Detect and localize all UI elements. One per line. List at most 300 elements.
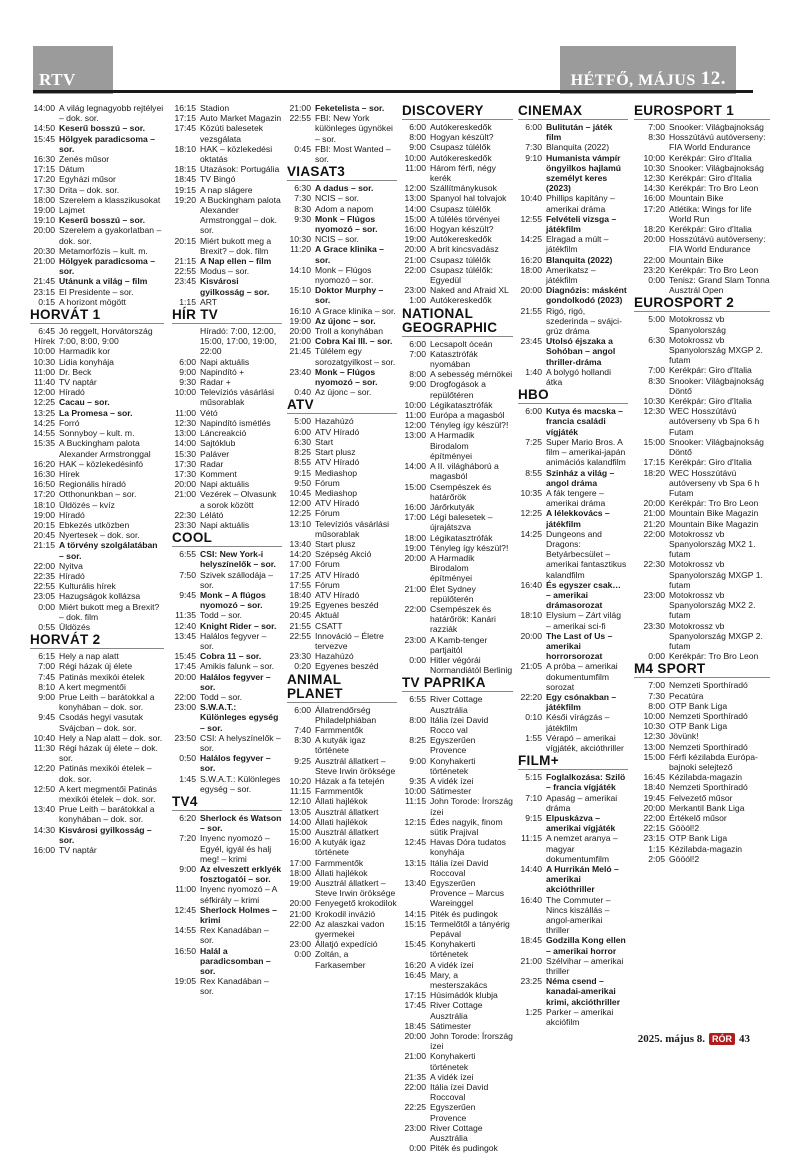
- program-time: 12:50: [33, 783, 55, 794]
- program-time: 0:20: [294, 661, 311, 672]
- program-title: Híradó: 7:00, 12:00, 15:00, 17:00, 19:00, 22:00: [200, 326, 277, 357]
- program-title: Hely a Nap alatt – dok. sor.: [59, 732, 163, 743]
- program-title: Bulitután – játék film: [546, 122, 613, 143]
- program-row: [402, 142, 513, 152]
- program-time: 15:00: [643, 436, 665, 447]
- program-time: 21:00: [404, 254, 426, 265]
- program-title: A Harmadik Birodalom építményei: [430, 430, 475, 461]
- page-number: 43: [739, 1033, 750, 1045]
- program-title: Csempészek és határőrök: [430, 481, 492, 502]
- program-title: Fórum: [315, 579, 340, 590]
- program-time: 20:00: [404, 1031, 426, 1042]
- program-row: [287, 776, 397, 786]
- program-time: 22:55: [174, 266, 196, 277]
- program-title: Konyhakerti történetek: [430, 755, 476, 776]
- program-row: [402, 1082, 513, 1102]
- program-time: 17:20: [643, 203, 665, 214]
- program-row: [30, 459, 164, 469]
- program-title: Kisvárosi gyilkosság – sor.: [59, 824, 152, 845]
- program-row: [30, 743, 164, 763]
- program-time: 21:00: [33, 256, 55, 267]
- program-title: Rex Kanadában – sor.: [200, 925, 269, 946]
- program-title: Kézilabda-magazin: [669, 772, 743, 783]
- program-time: 23:00: [404, 634, 426, 645]
- program-time: 9:00: [179, 864, 196, 875]
- program-title: The Last of Us – amerikai horrorsorozat: [546, 630, 613, 662]
- program-title: Televíziós vásárlási műsorablak: [315, 518, 390, 539]
- program-time: 17:15: [404, 990, 426, 1001]
- program-row: [287, 204, 397, 214]
- program-time: 12:00: [404, 420, 426, 431]
- program-time: 23:00: [404, 285, 426, 296]
- program-row: [402, 244, 513, 254]
- program-time: 13:15: [404, 857, 426, 868]
- program-time: 15:45: [404, 939, 426, 950]
- program-title: Férfi kézilabda Európa-bajnoki selejtező: [669, 751, 758, 772]
- program-title: Egy csónakban – játékfilm: [546, 691, 617, 713]
- program-time: 8:00: [409, 132, 426, 143]
- program-row: [634, 680, 770, 690]
- program-title: Konyhakerti történetek: [430, 1051, 476, 1072]
- program-title: Nyitva: [59, 560, 83, 571]
- program-row: [172, 123, 282, 143]
- program-title: A vidék ízei: [430, 959, 474, 970]
- program-time: 17:30: [174, 468, 196, 479]
- program-title: Sajtóklub: [200, 438, 236, 449]
- program-time: 14:25: [520, 234, 542, 245]
- program-title: Kerékpár: Tro Bro Leon: [669, 651, 759, 662]
- program-time: 13:10: [289, 518, 311, 529]
- program-row: [172, 469, 282, 479]
- program-title: Snooker: Világbajnokság: [669, 162, 764, 173]
- program-row: [402, 214, 513, 224]
- program-row: [634, 224, 770, 234]
- program-time: 20:00: [289, 326, 311, 337]
- program-time: 21:35: [404, 1071, 426, 1082]
- program-time: 15:10: [289, 285, 311, 296]
- program-title: Kerékpár: Giro d'Italia: [669, 173, 752, 184]
- program-title: A Buckingham palota Alexander Armstronggal – dok. sor.: [200, 194, 281, 236]
- program-time: 12:25: [33, 397, 55, 408]
- program-title: Hogyan készült?: [430, 132, 494, 143]
- program-title: Troll a konyhában: [315, 326, 383, 337]
- program-title: Motokrossz vb Spanyolország: [669, 314, 726, 335]
- program-time: 18:20: [643, 467, 665, 478]
- program-row: [172, 144, 282, 164]
- program-title: Kerékpár: Tro Bro Leon: [669, 264, 759, 275]
- program-row: [287, 909, 397, 919]
- program-title: Egyszerűen Provence – Marcus Wareinggel: [430, 878, 505, 909]
- program-row: [518, 529, 628, 580]
- program-row: [30, 164, 164, 174]
- program-row: [172, 408, 282, 418]
- program-time: 15:30: [174, 448, 196, 459]
- program-row: [287, 827, 397, 837]
- program-title: Piték és pudingok: [430, 1143, 498, 1154]
- program-time: 22:35: [33, 570, 55, 581]
- program-time: 13:40: [404, 878, 426, 889]
- program-title: Nemzeti Sporthíradó: [669, 741, 748, 752]
- program-title: A kert megmentői Patinás mexikói ételek – dok. sor.: [59, 783, 157, 804]
- program-row: [287, 519, 397, 539]
- program-title: Gööól!2: [669, 853, 700, 864]
- program-row: [634, 519, 770, 529]
- program-row: [634, 437, 770, 457]
- program-title: Szivek szállodája – sor.: [200, 569, 274, 590]
- program-title: Hitler végórái Normandiától Berlinig: [430, 654, 513, 676]
- program-title: A dadus – sor.: [315, 183, 374, 194]
- program-time: 16:00: [404, 501, 426, 512]
- program-time: 12:00: [33, 387, 55, 398]
- program-time: 10:30: [289, 234, 311, 245]
- program-row: [172, 774, 282, 794]
- program-title: Hírek: [59, 468, 80, 479]
- program-title: Az elveszett erklyék fosztogatói – sor.: [200, 864, 282, 885]
- program-title: Motokrossz vb Spanyolország MX2 2. futam: [669, 589, 756, 621]
- program-time: 22:00: [404, 603, 426, 614]
- program-row: [402, 153, 513, 163]
- program-row: [30, 195, 164, 205]
- program-title: ART: [200, 296, 218, 307]
- program-title: Regionális híradó: [59, 479, 126, 490]
- program-time: 22:30: [643, 559, 665, 570]
- program-row: [402, 543, 513, 553]
- program-title: Godzilla Kong ellen – amerikai horror: [546, 935, 626, 956]
- column-2: [172, 103, 282, 997]
- program-time: 22:25: [404, 1102, 426, 1113]
- program-time: 20:15: [174, 235, 196, 246]
- program-row: [402, 1021, 513, 1031]
- channel-title: FILM+: [518, 754, 628, 770]
- program-time: 12:45: [174, 904, 196, 915]
- program-time: 23:45: [174, 276, 196, 287]
- program-time: 0:00: [409, 1143, 426, 1154]
- program-time: 14:50: [33, 123, 55, 134]
- program-time: 8:00: [409, 369, 426, 380]
- program-time: 6:30: [294, 183, 311, 194]
- program-row: [287, 508, 397, 518]
- program-row: [402, 584, 513, 604]
- program-time: 23:15: [33, 286, 55, 297]
- program-title: Atlétika: Wings for life World Run: [669, 203, 752, 224]
- program-title: Hosszútávú autóverseny: FIA World Endurance: [669, 234, 766, 255]
- program-title: Régi házak új élete – dok. sor.: [59, 742, 158, 764]
- program-row: [287, 939, 397, 949]
- program-title: Miért bukott meg a Brexit? – dok. film: [59, 601, 160, 622]
- program-time: 14:20: [289, 549, 311, 560]
- program-row: [30, 784, 164, 804]
- program-row: [402, 970, 513, 990]
- program-time: 22:20: [520, 691, 542, 702]
- program-row: [634, 854, 770, 864]
- program-title: Aktuál: [315, 610, 339, 621]
- program-row: [518, 976, 628, 1007]
- program-title: Miért bukott meg a Brexit? – dok. film: [200, 235, 272, 256]
- program-title: Snooker: Világbajnokság: [669, 122, 764, 132]
- channel-title: HORVÁT 1: [30, 308, 164, 324]
- program-title: Jó reggelt, Horvátország: [59, 326, 153, 337]
- program-row: [172, 905, 282, 925]
- program-time: 9:35: [409, 775, 426, 786]
- program-title: Auto Market Magazin: [200, 113, 282, 124]
- program-row: [30, 428, 164, 438]
- program-title: A II. világháború a magasból: [430, 461, 499, 482]
- program-title: ATV Híradó: [315, 569, 360, 580]
- program-title: Kézilabda-magazin: [669, 843, 743, 854]
- program-row: [30, 215, 164, 225]
- program-time: 12:00: [404, 183, 426, 194]
- program-title: Farmmentők: [315, 786, 364, 797]
- program-time: 10:00: [643, 152, 665, 163]
- program-title: Hely a nap alatt: [59, 651, 119, 662]
- date-header: [560, 46, 736, 94]
- program-time: 16:00: [643, 193, 665, 204]
- program-time: 17:20: [33, 489, 55, 500]
- program-time: 12:30: [643, 173, 665, 184]
- program-row: [402, 224, 513, 234]
- program-row: [518, 285, 628, 305]
- program-title: Blanquita (2022): [546, 142, 610, 153]
- program-title: Nemzeti Sporthíradó: [669, 680, 748, 691]
- program-row: [634, 833, 770, 843]
- program-row: [518, 153, 628, 194]
- program-row: [634, 396, 770, 406]
- program-title: Doktor Murphy – sor.: [315, 285, 384, 306]
- program-title: Spanyol hal tolvajok: [430, 193, 507, 204]
- program-row: [634, 721, 770, 731]
- program-row: [287, 651, 397, 661]
- program-time: 8:55: [525, 467, 542, 478]
- program-row: [518, 833, 628, 864]
- program-time: 6:00: [409, 338, 426, 349]
- program-title: OTP Bank Liga: [669, 700, 728, 711]
- program-row: [402, 990, 513, 1000]
- program-title: Motokrossz vb Spanyolország MXGP 2. futam: [669, 334, 763, 366]
- program-title: Merkantil Bank Liga: [669, 802, 745, 813]
- program-time: 20:45: [289, 610, 311, 621]
- program-time: 19:00: [404, 542, 426, 553]
- program-time: 19:25: [289, 600, 311, 611]
- program-row: [172, 570, 282, 590]
- program-row: [287, 234, 397, 244]
- program-row: [287, 705, 397, 725]
- program-time: 12:25: [289, 508, 311, 519]
- program-title: A brit kincsvadász: [430, 244, 499, 255]
- program-row: [30, 103, 164, 123]
- program-time: 14:00: [174, 438, 196, 449]
- program-time: 8:55: [294, 457, 311, 468]
- program-title: Az alaszkai vadon gyermekei: [315, 918, 385, 940]
- program-row: [172, 672, 282, 692]
- program-time: 17:45: [174, 661, 196, 672]
- channel-title: CINEMAX: [518, 104, 628, 120]
- program-row: [402, 420, 513, 430]
- program-row: [402, 858, 513, 878]
- program-time: 20:00: [174, 479, 196, 490]
- program-row: [30, 397, 164, 407]
- program-time: 16:30: [33, 468, 55, 479]
- program-time: 23:40: [289, 366, 311, 377]
- program-row: [634, 793, 770, 803]
- program-title: ATV Híradó: [315, 426, 360, 437]
- program-time: 7:30: [525, 142, 542, 153]
- program-time: 9:45: [179, 589, 196, 600]
- program-row: [172, 103, 282, 113]
- program-row: [172, 590, 282, 610]
- program-time: 10:30: [33, 356, 55, 367]
- program-row: [402, 909, 513, 919]
- program-row: [402, 430, 513, 461]
- program-row: [287, 949, 397, 969]
- program-title: Otthonunkban – sor.: [59, 489, 137, 500]
- program-title: Hölgyek paradicsoma – sor.: [59, 133, 156, 154]
- program-title: A lélekkovács – játékfilm: [546, 508, 610, 529]
- program-title: Pecatúra: [669, 690, 704, 701]
- program-title: La Promesa – sor.: [59, 407, 133, 418]
- program-row: [30, 672, 164, 682]
- program-row: [402, 183, 513, 193]
- program-time: 1:15: [648, 843, 665, 854]
- program-row: [402, 339, 513, 349]
- program-time: 8:30: [648, 375, 665, 386]
- program-title: Lélátó: [200, 509, 224, 520]
- program-title: Modus – sor.: [200, 266, 250, 277]
- program-row: [30, 479, 164, 489]
- program-title: Szerelem a gyakorlatban – dok. sor.: [59, 225, 162, 246]
- program-row: [402, 655, 513, 675]
- program-time: 11:35: [175, 610, 196, 621]
- program-time: 18:00: [520, 264, 542, 275]
- program-row: [287, 898, 397, 908]
- program-time: 6:55: [409, 694, 426, 705]
- program-row: [30, 377, 164, 387]
- magazine-logo: RÓR: [709, 1033, 735, 1045]
- program-title: Sherlock Holmes – krimi: [200, 904, 277, 926]
- program-time: 20:00: [404, 244, 426, 255]
- program-title: Cacau – sor.: [59, 397, 110, 408]
- program-time: 17:55: [289, 579, 311, 590]
- program-row: [634, 275, 770, 295]
- program-row: [30, 561, 164, 571]
- program-row: [172, 702, 282, 733]
- program-row: [518, 265, 628, 285]
- column-3: [287, 103, 397, 970]
- program-time: 10:00: [404, 786, 426, 797]
- program-title: A Harmadik Birodalom építményei: [430, 552, 475, 584]
- program-title: Értékelő műsor: [669, 813, 727, 823]
- program-title: Állati hajlékok: [315, 867, 368, 878]
- program-time: 19:00: [33, 205, 55, 216]
- program-row: [402, 837, 513, 857]
- program-title: Itália ízei David Roccoval: [430, 1082, 489, 1103]
- program-row: [634, 752, 770, 772]
- program-time: 11:20: [290, 244, 311, 255]
- program-time: 6:55: [179, 549, 196, 560]
- program-title: A világ legnagyobb rejtélyei – dok. sor.: [59, 103, 164, 124]
- program-row: [30, 469, 164, 479]
- program-row: [172, 377, 282, 387]
- program-row: [172, 276, 282, 296]
- program-time: 0:00: [38, 601, 55, 612]
- program-time: Hírek: [34, 336, 55, 347]
- program-row: [287, 559, 397, 569]
- program-time: 1:45: [179, 773, 196, 784]
- program-title: Mediashop: [315, 487, 358, 498]
- program-title: A Buckingham palota Alexander Armstronggal: [59, 438, 151, 459]
- program-title: Todd – sor.: [200, 610, 243, 621]
- program-title: Apaság – amerikai dráma: [546, 792, 618, 813]
- program-time: 13:45: [174, 630, 196, 641]
- program-title: Monk – A flúgos nyomozó – sor.: [200, 589, 266, 611]
- program-title: Prue Leith – barátokkal a konyhában – dok. sor.: [59, 804, 155, 825]
- program-title: Járőrkutyák: [430, 501, 475, 512]
- program-time: 10:45: [289, 487, 311, 498]
- program-title: Ausztrál állatkert: [315, 806, 379, 817]
- program-title: Gööól!2: [669, 823, 700, 834]
- program-time: 6:30: [294, 436, 311, 447]
- program-time: 18:20: [643, 224, 665, 235]
- channel-title: ATV: [287, 398, 397, 414]
- program-title: Dr. Beck: [59, 366, 92, 377]
- program-time: 19:00: [289, 315, 311, 326]
- program-time: 20:00: [174, 671, 196, 682]
- program-time: 15:15: [404, 918, 426, 929]
- program-time: 0:15: [38, 296, 55, 307]
- program-title: Naked and Afraid XL: [430, 285, 509, 296]
- program-time: 7:25: [525, 436, 542, 447]
- program-time: 17:00: [289, 559, 311, 570]
- program-time: 22:00: [643, 528, 665, 539]
- program-time: 12:30: [643, 731, 665, 742]
- program-title: Vérapó – amerikai vígjáték, akcióthriller: [546, 732, 624, 753]
- program-time: 17:00: [289, 857, 311, 868]
- program-title: Szélvihar – amerikai thriller: [546, 955, 624, 977]
- program-row: [634, 163, 770, 173]
- program-row: [172, 164, 282, 174]
- program-time: 21:20: [643, 518, 665, 529]
- program-row: [634, 153, 770, 163]
- program-title: A nap slágere: [200, 184, 253, 195]
- program-row: [172, 510, 282, 520]
- program-row: [287, 346, 397, 366]
- program-title: S.W.A.T.: Különleges egység – sor.: [200, 773, 281, 794]
- program-time: 12:25: [520, 508, 542, 519]
- program-row: [287, 285, 397, 305]
- program-row: [402, 635, 513, 655]
- program-row: [30, 581, 164, 591]
- program-row: [402, 756, 513, 776]
- program-time: 22:00: [404, 1082, 426, 1093]
- program-title: Amerikatsz – játékfilm: [546, 264, 596, 286]
- program-row: [172, 297, 282, 307]
- program-row: [172, 418, 282, 428]
- program-title: TV Bingó: [200, 174, 236, 185]
- program-title: Start plusz: [315, 538, 356, 549]
- program-row: [518, 508, 628, 528]
- program-time: 21:00: [289, 908, 311, 919]
- program-time: 16:15: [174, 103, 196, 113]
- program-title: Humanista vámpír öngyilkos hajlamú személyt keres (2023): [546, 152, 621, 194]
- program-time: 11:15: [290, 786, 311, 797]
- program-time: 20:00: [643, 234, 665, 245]
- program-title: Az újonc – sor.: [315, 387, 372, 398]
- program-row: [30, 276, 164, 286]
- program-time: 21:55: [289, 620, 311, 631]
- program-row: [287, 416, 397, 426]
- program-time: 0:50: [179, 753, 196, 764]
- program-row: [30, 692, 164, 712]
- program-row: [287, 214, 397, 234]
